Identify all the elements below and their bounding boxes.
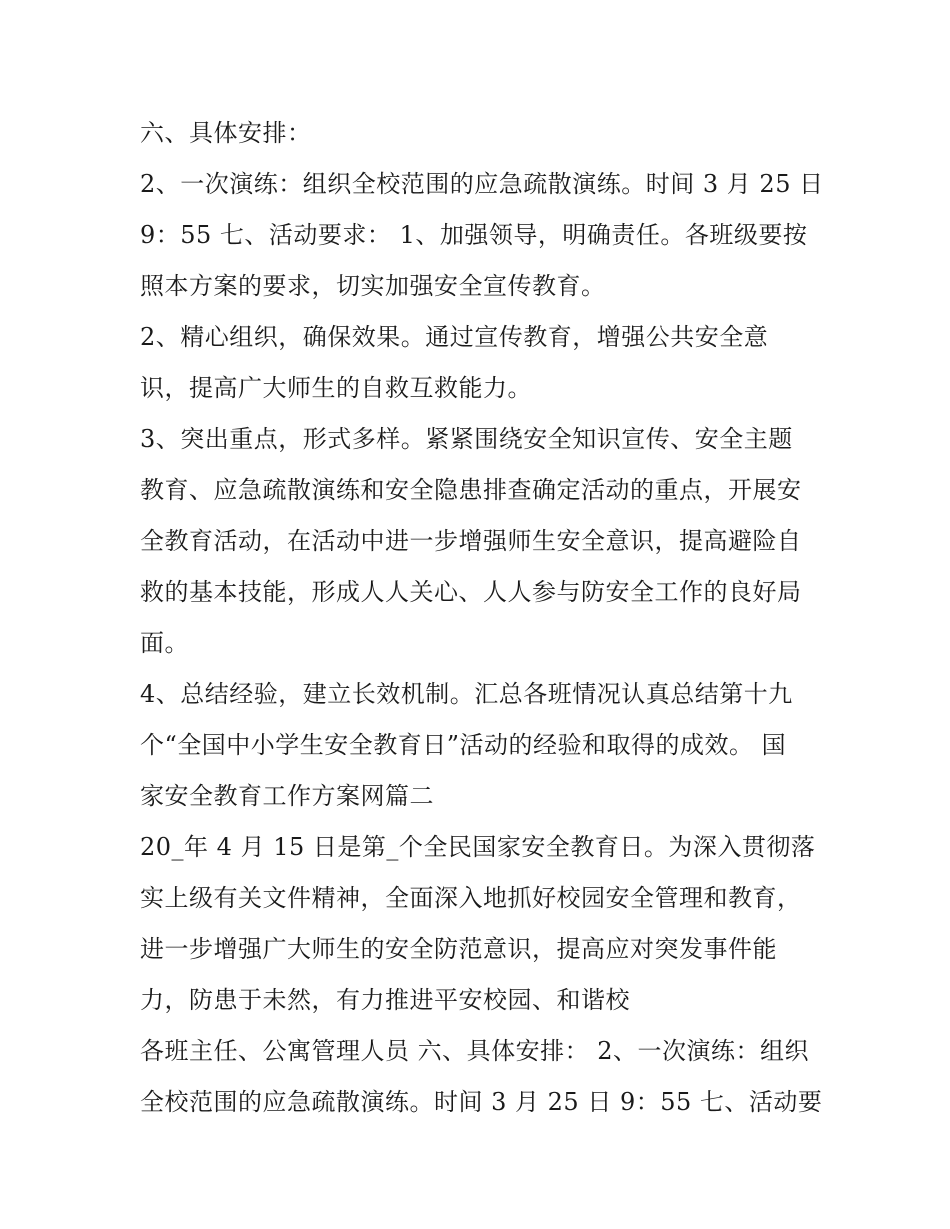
text-line: 全教育活动，在活动中进一步增强师生安全意识，提高避险自 [140,527,802,555]
text-line: 2、精心组织，确保效果。通过宣传教育，增强公共安全意 [140,323,769,351]
text-line: 力，防患于未然，有力推进平安校园、和谐校 [140,986,630,1014]
text-line: 六、具体安排： [140,119,312,147]
text-line: 9：55 七、活动要求： 1、加强领导，明确责任。各班级要按 [140,221,808,249]
text-line: 救的基本技能，形成人人关心、人人参与防安全工作的良好局 [140,578,802,606]
text-line: 2、一次演练：组织全校范围的应急疏散演练。时间 3 月 25 日 [140,170,824,198]
text-line: 3、突出重点，形式多样。紧紧围绕安全知识宣传、安全主题 [140,425,793,453]
text-line: 进一步增强广大师生的安全防范意识，提高应对突发事件能 [140,935,777,963]
text-line: 全校范围的应急疏散演练。时间 3 月 25 日 9：55 七、活动要 [140,1088,823,1116]
text-line: 个“全国中小学生安全教育日”活动的经验和取得的成效。 国 [140,731,787,759]
document-body [140,108,824,1128]
text-line: 照本方案的要求，切实加强安全宣传教育。 [140,272,606,300]
text-line: 各班主任、公寓管理人员 六、具体安排： 2、一次演练：组织 [140,1037,810,1065]
text-line: 家安全教育工作方案网篇二 [140,782,434,810]
text-line: 实上级有关文件精神，全面深入地抓好校园安全管理和教育， [140,884,802,912]
text-line: 教育、应急疏散演练和安全隐患排查确定活动的重点，开展安 [140,476,802,504]
text-line: 4、总结经验，建立长效机制。汇总各班情况认真总结第十九 [140,680,793,708]
text-line: 面。 [140,629,189,657]
text-line: 20_年 4 月 15 日是第_个全民国家安全教育日。为深入贯彻落 [140,833,816,861]
text-line: 识，提高广大师生的自救互救能力。 [140,374,532,402]
